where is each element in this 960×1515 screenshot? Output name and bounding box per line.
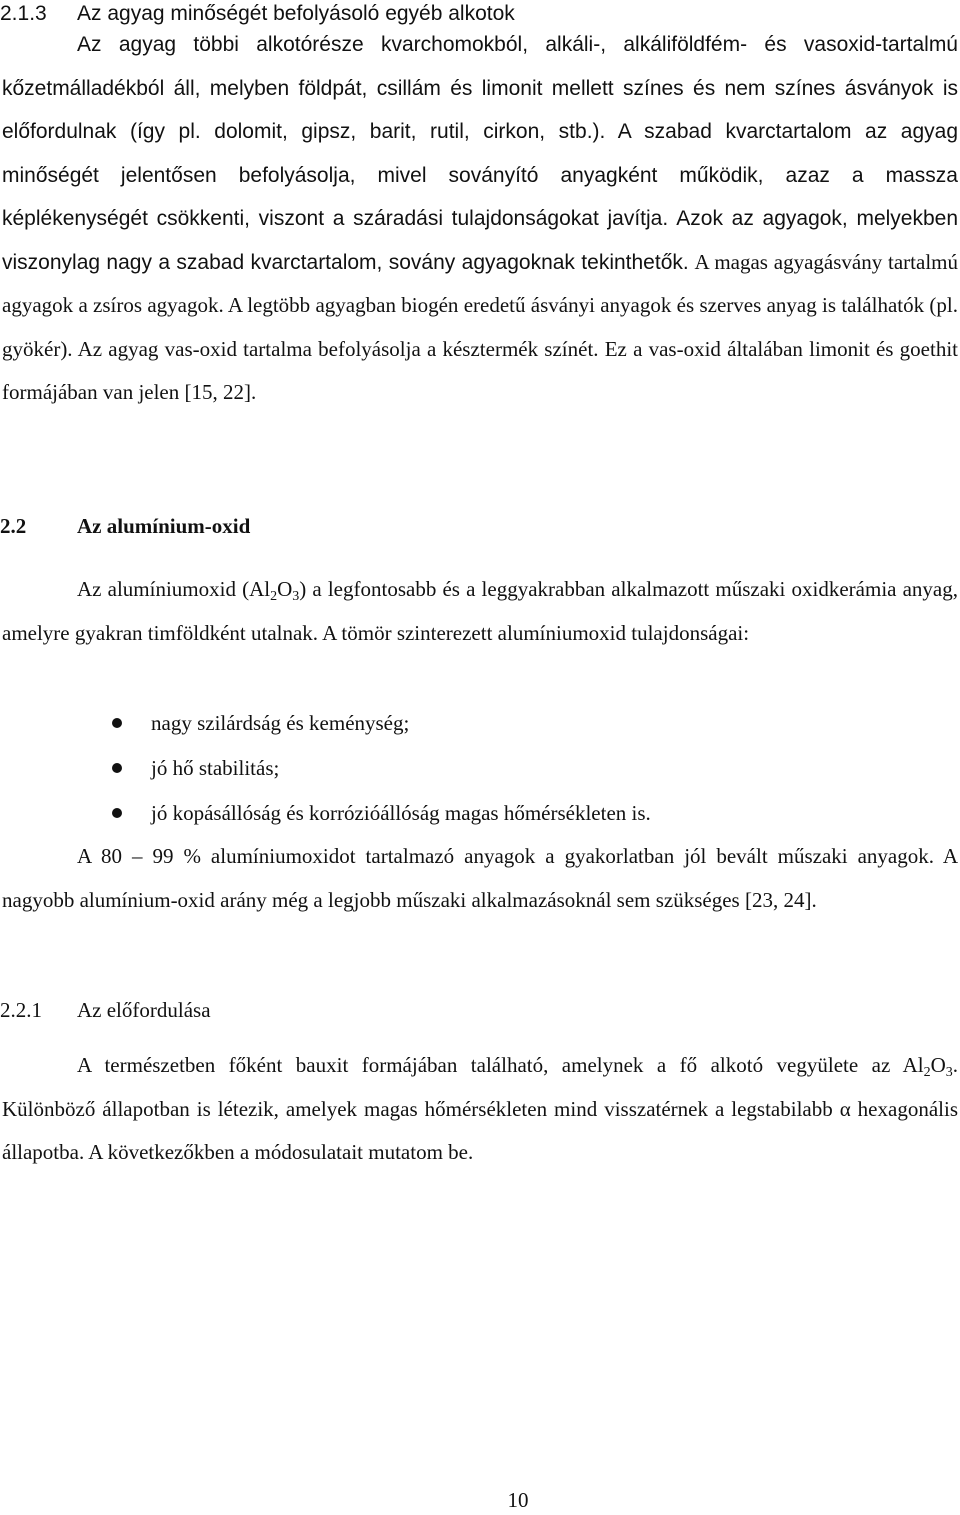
list-item [0,746,960,791]
subscript-2: 2 [270,589,278,604]
occurrence-text-c: . Különböző állapotban is létezik, amelyek magas hőmérsékleten mind visszatérnek a legstabilabb α hexagonális állapotba. A következőkben a módosulatait mutatom be. [2,1053,958,1164]
section-heading-2-2 [0,512,250,540]
paragraph-sentence-1: Az agyag többi alkotórésze kvarchomokból, alkáli-, alkáliföldfém- és vasoxid-tartalmú kőzetmálladékból áll, melyben földpát, csillám és limonit mellett színes és nem színes ásványok is előfordulnak (így pl. dolomit, gipsz, barit, rutil, cirkon, stb.). A szabad kvarctartalom az agyag minőségét jelentősen befolyásolja, mivel soványító anyagként működik, azaz a massza képlékenységét csökkenti, viszont a száradási tulajdonságokat javítja. [2,33,958,230]
paragraph-alumina-closing [2,835,958,922]
paragraph-sentence-3: A magas agyagásvány tartalmú agyagok a zsíros agyagok. A legtöbb agyagban biogén eredetű ásványi anyagok és szerves anyag is találhatók (pl. gyökér). Az agyag vas-oxid tartalma befolyásolja a késztermék színét. Ez a vas-oxid általában limonit és goethit formájában van jelen [15, 22]. [2,249,958,404]
bullet-icon [112,718,122,728]
subscript-3: 3 [945,1065,953,1080]
intro-text-b: O [277,577,293,601]
section-title: Az előfordulása [77,998,211,1022]
bullet-icon [112,808,122,818]
bullet-icon [112,763,122,773]
section-number: 2.2 [0,514,27,538]
section-title: Az agyag minőségét befolyásoló egyéb alkotok [77,2,515,25]
intro-text-c: ) a legfontosabb és a leggyakrabban alkalmazott műszaki oxidkerámia anyag, amelyre gyakran timföldként utalnak. A tömör szinterezett alumíniumoxid tulajdonságai: [2,577,958,645]
section-heading-2-2-1 [0,996,211,1024]
subscript-3: 3 [292,589,300,604]
section-number: 2.1.3 [0,2,47,25]
paragraph-alumina-intro [2,568,958,655]
paragraph-occurrence [2,1044,958,1175]
intro-text-a: Az alumíniumoxid (Al [77,577,271,601]
paragraph-clay-components [2,23,958,415]
list-item [0,701,960,746]
list-item [0,791,960,836]
properties-list [0,701,960,836]
paragraph-sentence-2: Azok az agyagok, melyekben viszonylag nagy a szabad kvarctartalom, sovány agyagoknak tekinthetők. [2,207,959,274]
list-item-text: nagy szilárdság és keménység; [151,711,410,735]
list-item-text: jó kopásállóság és korrózióállóság magas hőmérsékleten is. [151,801,651,825]
closing-text: A 80 – 99 % alumíniumoxidot tartalmazó anyagok a gyakorlatban jól bevált műszaki anyagok. A nagyobb alumínium-oxid arány még a legjobb műszaki alkalmazásoknál sem szükséges [23, 24]. [2,844,958,912]
occurrence-text-a: A természetben főként bauxit formájában található, amelynek a fő alkotó vegyülete az Al [77,1053,924,1077]
occurrence-text-b: O [930,1053,946,1077]
subscript-2: 2 [923,1065,931,1080]
section-number: 2.2.1 [0,998,42,1022]
page-number: 10 [507,1488,529,1512]
list-item-text: jó hő stabilitás; [151,756,280,780]
section-title: Az alumínium-oxid [77,514,251,538]
